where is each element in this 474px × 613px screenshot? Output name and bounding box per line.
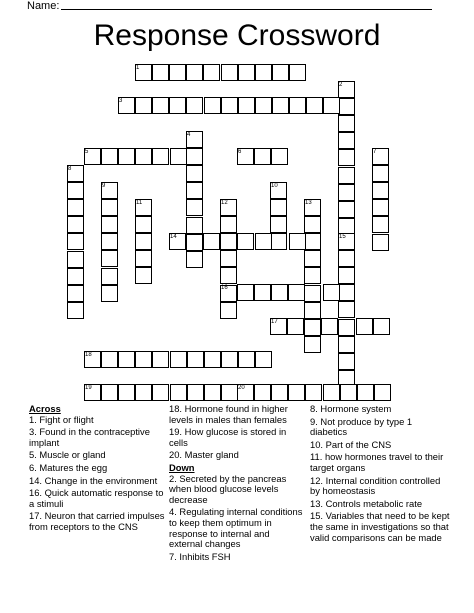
crossword-cell[interactable] xyxy=(67,251,84,268)
crossword-cell[interactable] xyxy=(338,149,355,166)
crossword-cell[interactable] xyxy=(67,182,84,199)
crossword-cell[interactable] xyxy=(237,233,254,250)
crossword-cell[interactable] xyxy=(170,384,187,401)
clue-number-label: 8 xyxy=(68,165,72,172)
crossword-cell[interactable] xyxy=(135,233,152,250)
clue-number-label: 11 xyxy=(136,199,143,206)
crossword-cell[interactable] xyxy=(338,250,355,267)
crossword-cell[interactable] xyxy=(135,148,152,165)
crossword-cell[interactable] xyxy=(287,318,304,335)
clue-item: 1. Fight or flight xyxy=(29,413,94,425)
crossword-cell[interactable] xyxy=(338,319,355,336)
down-heading: Down xyxy=(169,461,195,473)
clue-number-label: 17 xyxy=(271,318,278,325)
crossword-cell[interactable] xyxy=(238,97,255,114)
crossword-cell[interactable] xyxy=(338,336,355,353)
crossword-cell[interactable] xyxy=(203,233,220,250)
crossword-cell[interactable] xyxy=(67,216,84,233)
crossword-cell[interactable] xyxy=(271,148,288,165)
clue-item: 3. Found in the contraceptive implant xyxy=(29,426,150,448)
crossword-cell[interactable] xyxy=(152,64,169,81)
crossword-cell[interactable] xyxy=(289,233,306,250)
clue-number-label: 16 xyxy=(221,284,228,291)
across-clue-list xyxy=(29,415,165,533)
crossword-cell[interactable] xyxy=(101,216,118,233)
crossword-cell[interactable] xyxy=(186,165,203,182)
crossword-cell[interactable] xyxy=(237,284,254,301)
crossword-cell[interactable] xyxy=(289,97,306,114)
clue-number-label: 1 xyxy=(136,64,140,71)
clue-number-label: 20 xyxy=(238,384,245,391)
crossword-cell[interactable] xyxy=(321,318,338,335)
crossword-cell[interactable] xyxy=(338,115,355,132)
clue-number-label: 14 xyxy=(170,233,177,240)
clue-number-label: 6 xyxy=(238,148,242,155)
crossword-cell[interactable] xyxy=(255,233,272,250)
crossword-cell[interactable] xyxy=(118,148,135,165)
crossword-cell[interactable] xyxy=(338,167,355,184)
crossword-cell[interactable] xyxy=(220,233,237,250)
across-heading: Across xyxy=(29,403,61,414)
crossword-cell[interactable] xyxy=(220,267,237,284)
crossword-cell[interactable] xyxy=(204,351,221,368)
crossword-cell[interactable] xyxy=(238,351,255,368)
crossword-cell[interactable] xyxy=(220,302,237,319)
crossword-cell[interactable] xyxy=(338,267,355,284)
crossword-cell[interactable] xyxy=(372,234,389,251)
crossword-cell[interactable] xyxy=(186,64,203,81)
clue-number-label: 3 xyxy=(119,97,123,104)
clue-item: 2. Secreted by the pancreas when blood glucose levels decrease xyxy=(169,472,287,505)
crossword-cell[interactable] xyxy=(338,353,355,370)
crossword-cell[interactable] xyxy=(272,97,289,114)
crossword-cell[interactable] xyxy=(305,384,322,401)
crossword-cell[interactable] xyxy=(304,302,321,319)
crossword-cell[interactable] xyxy=(152,384,169,401)
crossword-cell[interactable] xyxy=(221,97,238,114)
clue-number-label: 7 xyxy=(373,148,377,155)
down-clue-list xyxy=(169,474,303,563)
crossword-cell[interactable] xyxy=(272,64,289,81)
crossword-cell[interactable] xyxy=(135,250,152,267)
crossword-cell[interactable] xyxy=(306,97,323,114)
crossword-cell[interactable] xyxy=(357,384,374,401)
crossword-cell[interactable] xyxy=(304,285,321,302)
clue-item: 13. Controls metabolic rate xyxy=(310,497,423,509)
crossword-cell[interactable] xyxy=(372,182,389,199)
clue-number-label: 18 xyxy=(85,351,92,358)
crossword-cell[interactable] xyxy=(204,384,221,401)
crossword-cell[interactable] xyxy=(221,64,238,81)
crossword-cell[interactable] xyxy=(67,302,84,319)
clue-number-label: 5 xyxy=(85,148,89,155)
crossword-cell[interactable] xyxy=(254,148,271,165)
crossword-cell[interactable] xyxy=(67,285,84,302)
crossword-cell[interactable] xyxy=(254,384,271,401)
crossword-cell[interactable] xyxy=(204,97,221,114)
crossword-cell[interactable] xyxy=(186,217,203,234)
clue-item: 11. how hormones travel to their target organs xyxy=(310,451,444,473)
crossword-cell[interactable] xyxy=(338,98,355,115)
clue-number-label: 10 xyxy=(271,182,278,189)
crossword-cell[interactable] xyxy=(101,233,118,250)
crossword-cell[interactable] xyxy=(169,97,186,114)
crossword-cell[interactable] xyxy=(304,267,321,284)
crossword-cell[interactable] xyxy=(304,250,321,267)
crossword-cell[interactable] xyxy=(135,351,152,368)
clue-item: 4. Regulating internal conditions to keep them optimum in response to internal and external changes xyxy=(169,506,303,550)
across-clue-list-continued xyxy=(169,404,303,461)
crossword-cell[interactable] xyxy=(101,285,118,302)
crossword-cell[interactable] xyxy=(255,97,272,114)
crossword-cell[interactable] xyxy=(67,199,84,216)
crossword-cell[interactable] xyxy=(221,351,238,368)
crossword-cell[interactable] xyxy=(304,336,321,353)
crossword-cell[interactable] xyxy=(372,199,389,216)
crossword-cell[interactable] xyxy=(373,318,390,335)
clue-number-label: 9 xyxy=(102,182,106,189)
crossword-cell[interactable] xyxy=(169,64,186,81)
crossword-cell[interactable] xyxy=(186,199,203,216)
clue-item: 9. Not produce by type 1 diabetics xyxy=(310,415,413,438)
clue-item: 20. Master gland xyxy=(169,449,239,461)
crossword-cell[interactable] xyxy=(220,250,237,267)
crossword-cell[interactable] xyxy=(238,64,255,81)
clue-number-label: 4 xyxy=(187,131,191,138)
clue-item: 10. Part of the CNS xyxy=(310,438,392,450)
crossword-cell[interactable] xyxy=(101,199,118,216)
crossword-cell[interactable] xyxy=(304,233,321,250)
crossword-cell[interactable] xyxy=(323,284,340,301)
clue-item: 15. Variables that need to be kept the same in investigations so that valid comparisons can be made xyxy=(310,510,450,543)
crossword-cell[interactable] xyxy=(203,64,220,81)
clue-item: 7. Inhibits FSH xyxy=(169,550,231,562)
crossword-cell[interactable] xyxy=(270,199,287,216)
crossword-cell[interactable] xyxy=(304,216,321,233)
crossword-cell[interactable] xyxy=(372,165,389,182)
crossword-cell[interactable] xyxy=(289,64,306,81)
clue-item: 18. Hormone found in higher levels in males than females xyxy=(169,403,288,425)
crossword-cell[interactable] xyxy=(221,384,238,401)
crossword-cell[interactable] xyxy=(186,148,203,165)
clue-item: 6. Matures the egg xyxy=(29,461,108,473)
clue-item: 5. Muscle or gland xyxy=(29,449,106,461)
crossword-cell[interactable] xyxy=(186,234,203,251)
clue-column-3 xyxy=(310,404,450,545)
crossword-cell[interactable] xyxy=(152,351,169,368)
crossword-cell[interactable] xyxy=(338,132,355,149)
crossword-cell[interactable] xyxy=(338,201,355,218)
crossword-cell[interactable] xyxy=(101,384,118,401)
crossword-cell[interactable] xyxy=(67,268,84,285)
clue-item: 19. How glucose is stored in cells xyxy=(169,426,287,448)
crossword-cell[interactable] xyxy=(372,216,389,233)
crossword-cell[interactable] xyxy=(118,384,135,401)
clue-number-label: 15 xyxy=(339,233,346,240)
page-title: Response Crossword xyxy=(93,19,381,52)
crossword-cell[interactable] xyxy=(186,182,203,199)
crossword-cell[interactable] xyxy=(152,97,169,114)
crossword-cell[interactable] xyxy=(254,284,271,301)
clue-item: 17. Neuron that carried impulses from receptors to the CNS xyxy=(29,510,165,532)
crossword-cell[interactable] xyxy=(101,148,118,165)
crossword-cell[interactable] xyxy=(152,148,169,165)
crossword-cell[interactable] xyxy=(270,216,287,233)
crossword-cell[interactable] xyxy=(135,267,152,284)
crossword-cell[interactable] xyxy=(170,351,187,368)
crossword-cell[interactable] xyxy=(118,351,135,368)
crossword-cell[interactable] xyxy=(186,251,203,268)
clue-number-label: 19 xyxy=(85,384,92,391)
crossword-cell[interactable] xyxy=(323,384,340,401)
crossword-cell[interactable] xyxy=(187,351,204,368)
crossword-cell[interactable] xyxy=(288,284,305,301)
clue-item: 12. Internal condition controlled by homeostasis xyxy=(310,474,441,497)
crossword-cell[interactable] xyxy=(67,233,84,250)
crossword-cell[interactable] xyxy=(255,64,272,81)
crossword-cell[interactable] xyxy=(170,148,187,165)
clue-column-1 xyxy=(29,404,165,535)
crossword-cell[interactable] xyxy=(323,97,340,114)
clue-number-label: 2 xyxy=(339,81,343,88)
crossword-cell[interactable] xyxy=(186,97,203,114)
crossword-cell[interactable] xyxy=(101,351,118,368)
clue-item: 14. Change in the environment xyxy=(29,474,158,486)
down-clue-list-continued xyxy=(310,404,450,543)
crossword-cell[interactable] xyxy=(135,384,152,401)
crossword-cell[interactable] xyxy=(255,351,272,368)
clue-number-label: 13 xyxy=(305,199,312,206)
name-label: Name: xyxy=(27,0,60,12)
crossword-cell[interactable] xyxy=(271,384,288,401)
crossword-cell[interactable] xyxy=(271,284,288,301)
crossword-cell[interactable] xyxy=(374,384,391,401)
crossword-cell[interactable] xyxy=(187,384,204,401)
crossword-cell[interactable] xyxy=(270,233,287,250)
clue-item: 16. Quick automatic response to a stimuli xyxy=(29,487,164,509)
crossword-cell[interactable] xyxy=(288,384,305,401)
crossword-cell[interactable] xyxy=(135,97,152,114)
crossword-cell[interactable] xyxy=(356,318,373,335)
clue-column-2 xyxy=(169,404,303,564)
crossword-cell[interactable] xyxy=(338,184,355,201)
crossword-cell[interactable] xyxy=(135,216,152,233)
crossword-cell[interactable] xyxy=(220,216,237,233)
crossword-cell[interactable] xyxy=(304,319,321,336)
crossword-cell[interactable] xyxy=(340,384,357,401)
crossword-cell[interactable] xyxy=(338,301,355,318)
crossword-cell[interactable] xyxy=(338,284,355,301)
crossword-cell[interactable] xyxy=(101,268,118,285)
crossword-cell[interactable] xyxy=(101,250,118,267)
clue-item: 8. Hormone system xyxy=(310,403,392,414)
clue-number-label: 12 xyxy=(221,199,228,206)
